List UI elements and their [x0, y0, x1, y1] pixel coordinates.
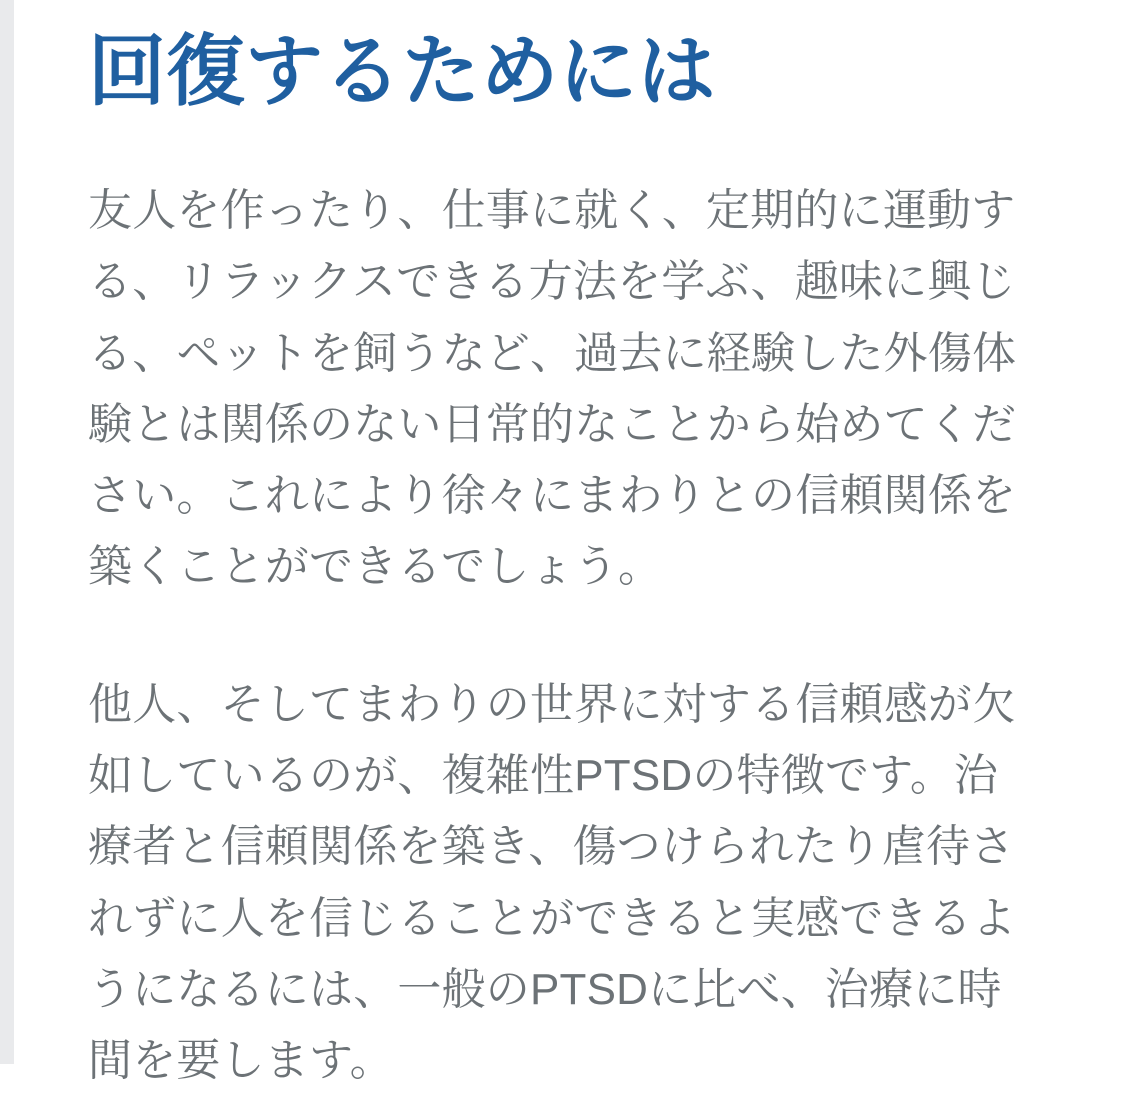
article-paragraph: 他人、そしてまわりの世界に対する信頼感が欠如しているのが、複雑性PTSDの特徴です。治療者と信頼関係を築き、傷つけられたり虐待されずに人を信じることができると実感できるようになるには、一般のPTSDに比べ、治療に時間を要します。	[88, 679, 1017, 1086]
article-paragraph: 友人を作ったり、仕事に就く、定期的に運動する、リラックスできる方法を学ぶ、趣味に興じる、ペットを飼うなど、過去に経験した外傷体験とは関係のない日常的なことから始めてください。これにより徐々にまわりとの信頼関係を築くことができるでしょう。	[88, 186, 1017, 592]
article-content	[88, 0, 1038, 1096]
left-margin-rule	[0, 0, 14, 1064]
page-title: 回復するためには	[88, 27, 717, 115]
